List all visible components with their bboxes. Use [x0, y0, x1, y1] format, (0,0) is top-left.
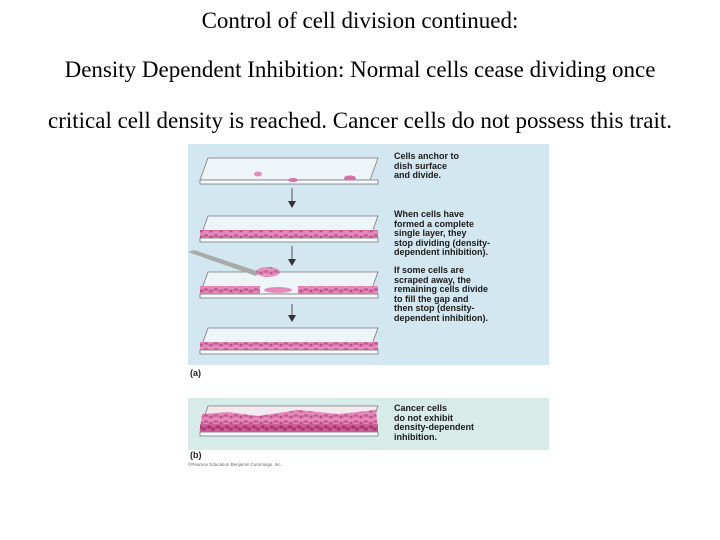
arrow-1	[288, 188, 296, 208]
dish-1	[200, 158, 378, 184]
caption-cells-anchor: Cells anchor to dish surface and divide.	[394, 151, 460, 180]
slide-title: Control of cell division continued:	[201, 8, 519, 33]
body-text-line-2: critical cell density is reached. Cancer cells do not possess this trait.	[47, 108, 672, 133]
culture-dish-illustrations	[188, 144, 550, 472]
dish-2	[200, 216, 378, 242]
caption-cancer-cells: Cancer cells do not exhibit density-dependent inhibition.	[394, 403, 475, 442]
arrow-3	[288, 304, 296, 322]
dish-cancer	[200, 406, 378, 436]
body-text-line-1: Density Dependent Inhibition: Normal cells cease dividing once	[64, 57, 656, 82]
dish-4	[200, 328, 378, 354]
panel-b-label: (b)	[190, 450, 202, 460]
panel-a-label: (a)	[190, 368, 201, 378]
figure-credit: ©Pearson Education Benjamin Cummings. Inc.	[188, 462, 282, 467]
dish-3	[188, 250, 378, 298]
caption-single-layer: When cells have formed a complete single layer, they stop dividing (density- dependent inhibition).	[394, 209, 490, 257]
cell-culture-figure	[188, 144, 550, 472]
caption-scraped-away: If some cells are scraped away, the remaining cells divide to fill the gap and then stop (density- dependent inhibition).	[394, 265, 489, 323]
arrow-2	[288, 246, 296, 266]
